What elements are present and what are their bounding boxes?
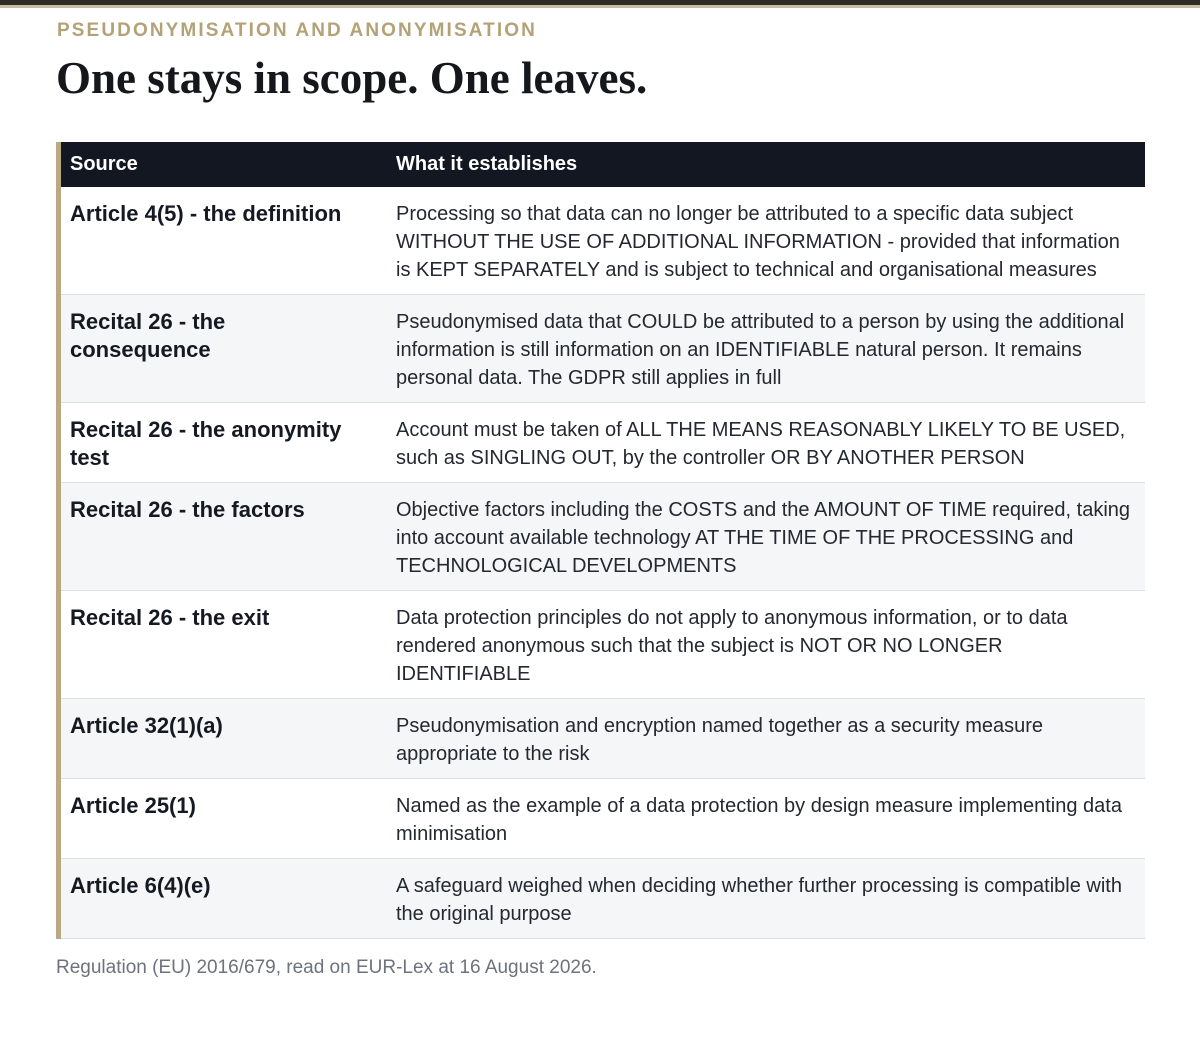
sources-table-container: [56, 142, 1145, 939]
row-source: Recital 26 - the exit: [61, 591, 387, 699]
row-description: A safeguard weighed when deciding whether further processing is compatible with the original purpose: [387, 859, 1145, 939]
table-row: [61, 591, 1145, 699]
row-description: Pseudonymised data that COULD be attributed to a person by using the additional information is still information on an IDENTIFIABLE natural person. It remains personal data. The GDPR still applies in full: [387, 295, 1145, 403]
row-source: Recital 26 - the consequence: [61, 295, 387, 403]
table-row: [61, 483, 1145, 591]
top-accent-rule: [0, 5, 1200, 8]
column-header-source: Source: [61, 142, 387, 187]
row-source: Article 6(4)(e): [61, 859, 387, 939]
row-description: Pseudonymisation and encryption named together as a security measure appropriate to the risk: [387, 699, 1145, 779]
row-source: Article 25(1): [61, 779, 387, 859]
table-row: [61, 187, 1145, 295]
table-row: [61, 295, 1145, 403]
source-footnote: Regulation (EU) 2016/679, read on EUR-Lex at 16 August 2026.: [56, 957, 597, 978]
table-row: [61, 699, 1145, 779]
sources-table: [61, 142, 1145, 939]
row-description: Data protection principles do not apply to anonymous information, or to data rendered anonymous such that the subject is NOT OR NO LONGER IDENTIFIABLE: [387, 591, 1145, 699]
table-row: [61, 779, 1145, 859]
row-description: Account must be taken of ALL THE MEANS REASONABLY LIKELY TO BE USED, such as SINGLING OUT, by the controller OR BY ANOTHER PERSON: [387, 403, 1145, 483]
table-header-row: [61, 142, 1145, 187]
row-source: Recital 26 - the factors: [61, 483, 387, 591]
row-description: Objective factors including the COSTS and the AMOUNT OF TIME required, taking into account available technology AT THE TIME OF THE PROCESSING and TECHNOLOGICAL DEVELOPMENTS: [387, 483, 1145, 591]
table-row: [61, 403, 1145, 483]
table-row: [61, 859, 1145, 939]
row-source: Recital 26 - the anonymity test: [61, 403, 387, 483]
row-source: Article 32(1)(a): [61, 699, 387, 779]
section-kicker: PSEUDONYMISATION AND ANONYMISATION: [57, 20, 537, 41]
page-title: One stays in scope. One leaves.: [56, 53, 648, 103]
row-description: Named as the example of a data protection by design measure implementing data minimisation: [387, 779, 1145, 859]
row-source: Article 4(5) - the definition: [61, 187, 387, 295]
column-header-what: What it establishes: [387, 142, 1145, 187]
row-description: Processing so that data can no longer be attributed to a specific data subject WITHOUT THE USE OF ADDITIONAL INFORMATION - provided that information is KEPT SEPARATELY and is subject to technical and organisational measures: [387, 187, 1145, 295]
